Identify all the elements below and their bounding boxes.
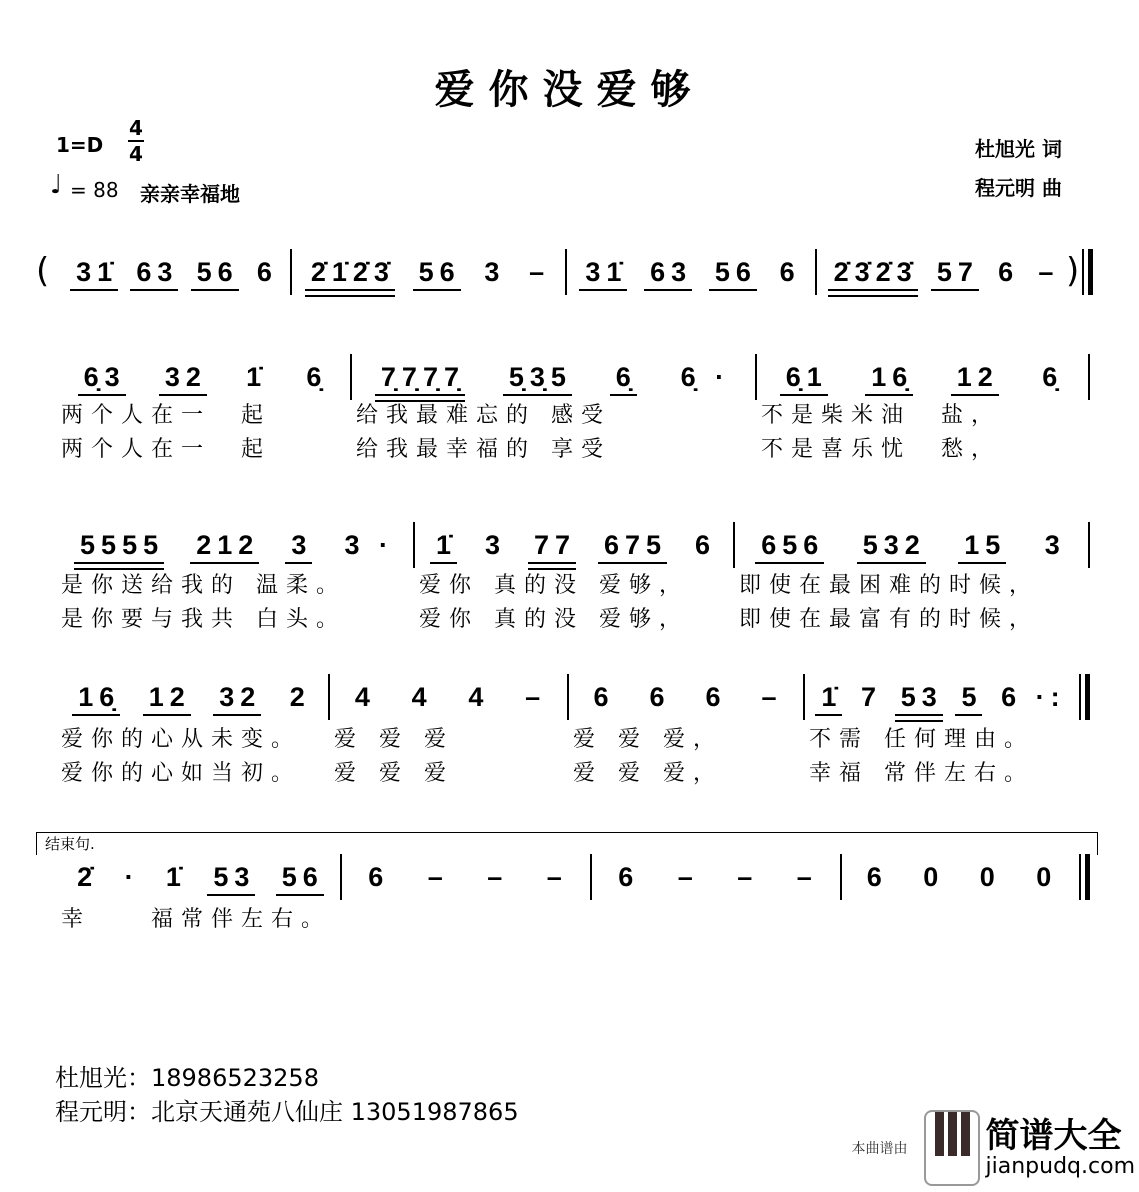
song-title: 爱你没爱够 bbox=[434, 66, 705, 113]
barline bbox=[803, 674, 805, 720]
barline bbox=[350, 354, 352, 400]
note-group: 32 bbox=[159, 360, 207, 396]
note-group: 6 bbox=[256, 257, 278, 287]
barline bbox=[840, 854, 842, 900]
note-group: 6 bbox=[649, 682, 671, 712]
lyric-line-2: 幸福 常伴左右。 bbox=[809, 761, 1034, 786]
note-group: 212 bbox=[190, 528, 259, 564]
note-group: 3 bbox=[285, 528, 312, 564]
watermark-partial-text: 本曲谱由 bbox=[851, 1141, 908, 1157]
note-group: – bbox=[487, 862, 509, 892]
note-group: 2̇3̇2̇3̇ bbox=[828, 255, 918, 291]
note-group: 6̣ · bbox=[680, 362, 731, 392]
note-group: 1̇ bbox=[165, 862, 187, 892]
note-group: 1̇ bbox=[815, 680, 842, 716]
note-group: 16̣ bbox=[865, 360, 913, 396]
expression-mark: 亲亲幸福地 bbox=[140, 182, 240, 206]
barline bbox=[413, 522, 415, 568]
barline bbox=[1088, 354, 1090, 400]
lyric-line-2: 爱 爱 爱， bbox=[573, 761, 723, 786]
close-paren: ) bbox=[1066, 251, 1080, 291]
lyric-line-1: 给我最难忘的 感受 bbox=[356, 403, 611, 428]
note-group: 3 bbox=[484, 530, 506, 560]
barline bbox=[1079, 674, 1081, 720]
note-group: 5̣3̣5 bbox=[503, 360, 572, 396]
note-group: 1̇ bbox=[430, 528, 457, 564]
barline bbox=[565, 249, 567, 295]
note-group: 3 · bbox=[344, 530, 394, 560]
note-group: 12 bbox=[951, 360, 999, 396]
note-group: 6 ·: bbox=[1001, 682, 1066, 712]
watermark-url: jianpudq.com bbox=[985, 1153, 1135, 1179]
note-group: 6 bbox=[866, 862, 888, 892]
ending-label: 结束句. bbox=[36, 832, 1098, 855]
note-group: – bbox=[796, 862, 818, 892]
note-group: 532 bbox=[857, 528, 926, 564]
note-group: 63 bbox=[130, 255, 178, 291]
note-group: 2 bbox=[289, 682, 311, 712]
barline bbox=[1082, 249, 1084, 295]
composer: 程元明 曲 bbox=[975, 176, 1062, 200]
note-group: 6̣ bbox=[610, 360, 637, 396]
lyricist: 杜旭光 词 bbox=[975, 137, 1062, 161]
measure bbox=[596, 860, 834, 894]
note-group: 6 bbox=[998, 257, 1020, 287]
note-group: 0 bbox=[979, 862, 1001, 892]
lyric-line-1: 爱 爱 爱 bbox=[334, 727, 454, 752]
tempo: = 88 bbox=[70, 178, 119, 202]
contact-composer: 程元明：北京天通苑八仙庄 13051987865 bbox=[55, 1098, 519, 1126]
measure bbox=[821, 255, 1066, 291]
note-group: 5 bbox=[955, 680, 982, 716]
time-bottom: 4 bbox=[129, 142, 143, 166]
lyric-line-1: 不需 任何理由。 bbox=[809, 727, 1034, 752]
final-barline bbox=[1085, 854, 1090, 900]
note-group: 31̇ bbox=[70, 255, 118, 291]
piano-icon bbox=[924, 1110, 980, 1186]
measure bbox=[346, 860, 584, 894]
note-group: 7̣7̣7̣7̣ bbox=[375, 360, 465, 396]
measure bbox=[419, 528, 727, 564]
barline bbox=[340, 854, 342, 900]
note-group: 57 bbox=[931, 255, 979, 291]
measure bbox=[64, 255, 284, 291]
measure bbox=[809, 680, 1072, 716]
note-group: 6 bbox=[618, 862, 640, 892]
lyric-line-2: 给我最幸福的 享受 bbox=[356, 437, 611, 462]
note-group: 6 bbox=[368, 862, 390, 892]
lyric-line-1: 两个人在一 起 bbox=[61, 403, 271, 428]
lyric-line-1: 爱你的心从未变。 bbox=[61, 727, 302, 752]
measure bbox=[739, 528, 1082, 564]
note-group: 12 bbox=[143, 680, 191, 716]
lyric-line-2: 不是喜乐忧 愁， bbox=[761, 437, 1001, 462]
note-group: – bbox=[761, 682, 783, 712]
note-group: 56 bbox=[709, 255, 757, 291]
barline bbox=[815, 249, 817, 295]
note-group: 4 bbox=[468, 682, 490, 712]
quarter-note-icon: ♩ bbox=[50, 170, 63, 200]
measure bbox=[296, 255, 559, 291]
note-group: 4 bbox=[411, 682, 433, 712]
measure bbox=[61, 680, 322, 716]
note-group: 56 bbox=[276, 860, 324, 896]
lyric-line-1: 爱 爱 爱， bbox=[573, 727, 723, 752]
note-group: – bbox=[529, 257, 551, 287]
lyric-line-2: 爱你的心如当初。 bbox=[61, 761, 302, 786]
open-paren: ( bbox=[36, 251, 50, 291]
key-signature: 1=D bbox=[56, 133, 104, 157]
note-group: 4 bbox=[354, 682, 376, 712]
note-group: – bbox=[1038, 257, 1060, 287]
note-group: 6 bbox=[705, 682, 727, 712]
note-group: 5555 bbox=[74, 528, 164, 564]
note-group: – bbox=[427, 862, 449, 892]
note-group: 56 bbox=[191, 255, 239, 291]
lyric-line-2: 两个人在一 起 bbox=[61, 437, 271, 462]
note-group: 2̇ bbox=[77, 862, 99, 892]
note-group: 15 bbox=[958, 528, 1006, 564]
lyric-line-2: 是你要与我共 白头。 bbox=[61, 607, 346, 632]
lyric-line-1: 不是柴米油 盐， bbox=[761, 403, 1001, 428]
note-group: 0 bbox=[1036, 862, 1058, 892]
note-group: 6 bbox=[779, 257, 801, 287]
note-group: 6 bbox=[694, 530, 716, 560]
barline bbox=[290, 249, 292, 295]
barline bbox=[1079, 854, 1081, 900]
note-group: 53 bbox=[207, 860, 255, 896]
note-group: 2̇1̇2̇3̇ bbox=[305, 255, 395, 291]
note-group: 6̣ bbox=[306, 362, 328, 392]
time-signature bbox=[128, 116, 144, 166]
note-group: 1̇ bbox=[246, 362, 268, 392]
lyric-line-2: 爱 爱 爱 bbox=[334, 761, 454, 786]
barline bbox=[328, 674, 330, 720]
note-group: 656 bbox=[755, 528, 824, 564]
time-top: 4 bbox=[129, 116, 143, 140]
note-group: – bbox=[677, 862, 699, 892]
barline bbox=[1088, 522, 1090, 568]
lyric-line-1: 是你送给我的 温柔。 bbox=[61, 573, 346, 598]
measure bbox=[61, 860, 334, 896]
note-group: 77 bbox=[528, 528, 576, 564]
note-group: 6 bbox=[593, 682, 615, 712]
final-barline bbox=[1088, 249, 1093, 295]
note-group: – bbox=[546, 862, 568, 892]
note-group: 32 bbox=[213, 680, 261, 716]
barline bbox=[733, 522, 735, 568]
measure bbox=[61, 528, 407, 564]
barline bbox=[567, 674, 569, 720]
note-group: 16̣ bbox=[72, 680, 120, 716]
note-group: 675 bbox=[598, 528, 667, 564]
note-group: 6̣ bbox=[1042, 362, 1064, 392]
note-group: 53 bbox=[895, 680, 943, 716]
barline bbox=[755, 354, 757, 400]
note-group: – bbox=[737, 862, 759, 892]
measure bbox=[571, 255, 809, 291]
note-group: 56 bbox=[413, 255, 461, 291]
lyric-line-1: 幸 福常伴左右。 bbox=[61, 907, 331, 932]
watermark-logo bbox=[852, 1110, 1135, 1186]
measure bbox=[846, 860, 1072, 894]
lyric-line-2: 即使在最富有的时候， bbox=[739, 607, 1040, 632]
note-group: 3 bbox=[484, 257, 506, 287]
measure bbox=[334, 680, 561, 714]
measure bbox=[761, 360, 1082, 396]
watermark-brand: 简谱大全 bbox=[985, 1115, 1122, 1156]
lyric-line-1: 爱你 真的没 爱够， bbox=[419, 573, 689, 598]
note-group: 7 bbox=[861, 682, 883, 712]
measure bbox=[61, 360, 344, 396]
note-group: 63 bbox=[644, 255, 692, 291]
measure bbox=[356, 360, 749, 396]
lyric-line-2: 爱你 真的没 爱够， bbox=[419, 607, 689, 632]
note-group: 3 bbox=[1044, 530, 1066, 560]
note-group: · bbox=[124, 862, 140, 892]
contact-lyricist: 杜旭光：18986523258 bbox=[55, 1064, 319, 1092]
final-barline bbox=[1085, 674, 1090, 720]
note-group: 31̇ bbox=[579, 255, 627, 291]
note-group: 0 bbox=[923, 862, 945, 892]
barline bbox=[590, 854, 592, 900]
lyric-line-1: 即使在最困难的时候， bbox=[739, 573, 1040, 598]
measure bbox=[573, 680, 797, 714]
note-group: – bbox=[525, 682, 547, 712]
note-group: 6̣3 bbox=[78, 360, 126, 396]
note-group: 6̣1 bbox=[780, 360, 828, 396]
